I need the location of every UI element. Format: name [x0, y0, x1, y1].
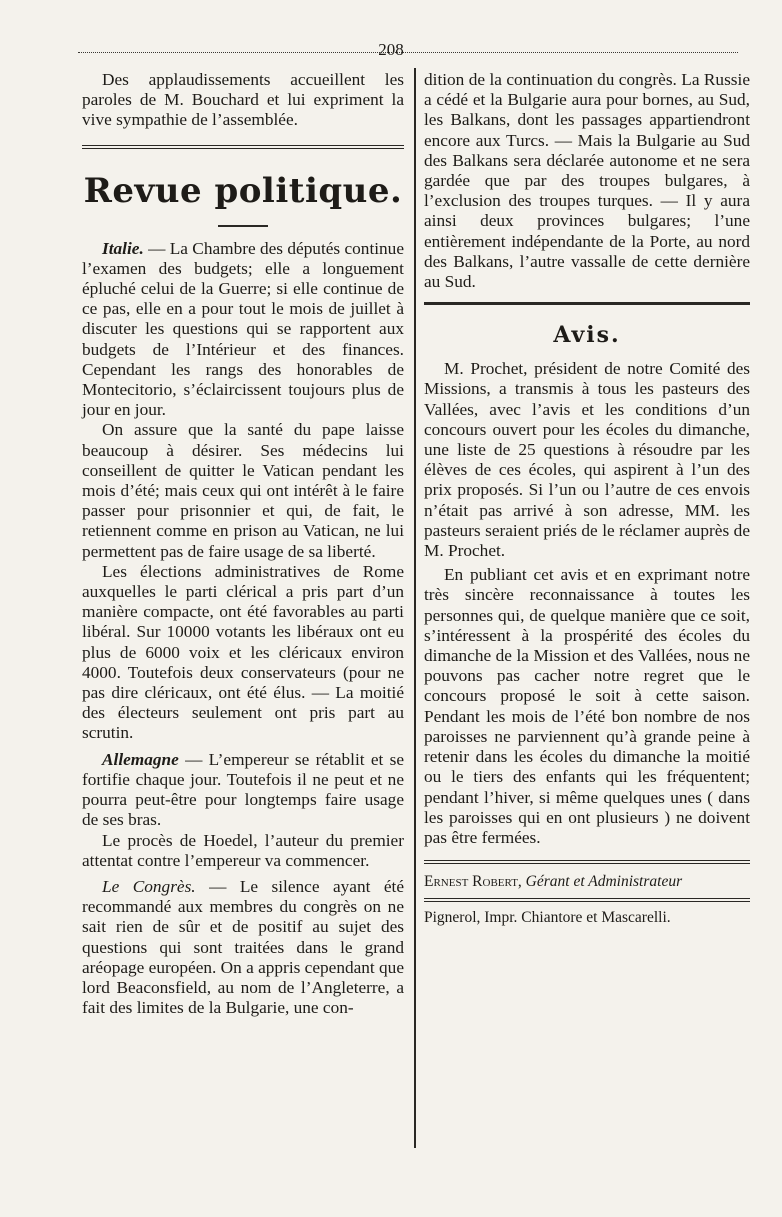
avis-title: Avis.	[553, 322, 621, 349]
imprint-line: Pignerol, Impr. Chiantore et Mascarelli.	[424, 909, 671, 927]
italie-paragraph	[82, 239, 404, 421]
allemagne-text: — L’empereur se rétablit et se fortifie chaque jour. Toutefois il ne peut et ne pourra peut-être pour longtemps faire usage de ses bras.	[82, 749, 404, 830]
italie-text: — La Chambre des députés continue l’examen des budgets; elle a longuement épluché celui de la Guerre; si elle continue de ce pas, elle en a pour tout le mois de juillet à discuter les questions qui se rapportent aux budgets de l’Intérieur et des finances. Cependant les rangs des honorables de Montecitorio, s’éclaircissent toujours plus de jour en jour.	[82, 238, 404, 420]
avis-paragraph-2: En publiant cet avis et en exprimant notre très sincère reconnaissance à toutes les personnes qui, de quelque manière que ce soit, s’intéressent à la prospérité des écoles du dimanche de la Mission et des Vallées, nous ne pouvons pas cacher notre regret que le concours proposé le soit à cette saison. Pendant les mois de l’été bon nombre de nos paroisses ne parviennent qu’à grande peine à retenir dans les écoles du dimanche la moitié ou le tiers des enfants qui les fréquentent; pendant l’hiver, si même quelques unes ( dans les paroisses qui en ont plusieurs ) ne doivent pas être fermées.	[424, 565, 750, 847]
avis-paragraph-1: M. Prochet, président de notre Comité des Missions, a transmis à tous les pasteurs des Vallées, avec l’avis et les conditions d’un concours ouvert pour les écoles du dimanche, une liste de 25 questions à résoudre par les élèves de ces écoles, qui aspirent à l’un des prix proposés. Si l’un ou l’autre de ces envois n’était pas arrivé à son adresse, MM. les pasteurs seraient priés de le réclamer auprès de M. Prochet.	[424, 359, 750, 561]
signature-role: Gérant et Administrateur	[521, 873, 683, 891]
column-divider	[414, 68, 416, 1148]
hoedel-paragraph: Le procès de Hoedel, l’auteur du premier attentat contre l’empereur va commencer.	[82, 830, 404, 870]
section-title: Revue politique.	[83, 170, 403, 211]
rome-elections-paragraph: Les élections administratives de Rome auxquelles le parti clérical a pris part d’un manière compacte, ont été favorables au parti libéral. Sur 10000 votants les libéraux ont eu plus de 6000 voix et les cléricaux environ 4000. Toutefois deux conservateurs (pour ne pas dire cléricaux, ont été élus. — La moitié des électeurs seulement ont pris part au scrutin.	[82, 561, 404, 743]
page-number: 208	[378, 40, 404, 59]
congres-heading: Le Congrès.	[102, 876, 196, 896]
italie-heading: Italie.	[102, 238, 144, 258]
allemagne-heading: Allemagne	[102, 749, 179, 769]
header-rule	[78, 52, 738, 53]
congres-paragraph	[82, 877, 404, 1018]
allemagne-paragraph	[82, 750, 404, 831]
intro-paragraph: Des applaudissements accueillent les paroles de M. Bouchard et lui expriment la vive sympathie de l’assemblée.	[82, 70, 404, 130]
signature-name: Ernest Robert,	[424, 873, 522, 891]
congres-continuation: dition de la continuation du congrès. La Russie a cédé et la Bulgarie aura pour bornes, au Sud, les Balkans, dont les passages appartiendront encore aux Turcs. — Mais la Bulgarie au Sud des Balkans sera déclarée autonome et ne sera gardée que par des troupes bulgares, à l’exclusion des troupes turques. — Il y aura ainsi deux provinces bulgares; l’une entièrement indépendante de la Porte, au nord des Balkans, l’autre vassalle de cette dernière au Sud.	[424, 70, 750, 292]
pope-paragraph: On assure que la santé du pape laisse beaucoup à désirer. Ses médecins lui conseillent de quitter le Vatican pendant les mois d’été; mais ceux qui ont intérêt à le faire passer pour prisonnier et qui, de fait, le retiennent comme en prison au Vatican, ne lui permettent pas de faire usage de sa liberté.	[82, 420, 404, 561]
left-column	[82, 70, 404, 1018]
right-column	[424, 70, 750, 928]
congres-text: — Le silence ayant été recommandé aux membres du congrès on ne sait rien de sûr et de positif au sujet des questions qui sont traitées dans le grand aréopage européen. On a appris cependant que lord Beaconsfield, au nom de l’Angleterre, a fait des limites de la Bulgarie, une con-	[82, 876, 404, 1018]
signature-line	[424, 872, 750, 892]
